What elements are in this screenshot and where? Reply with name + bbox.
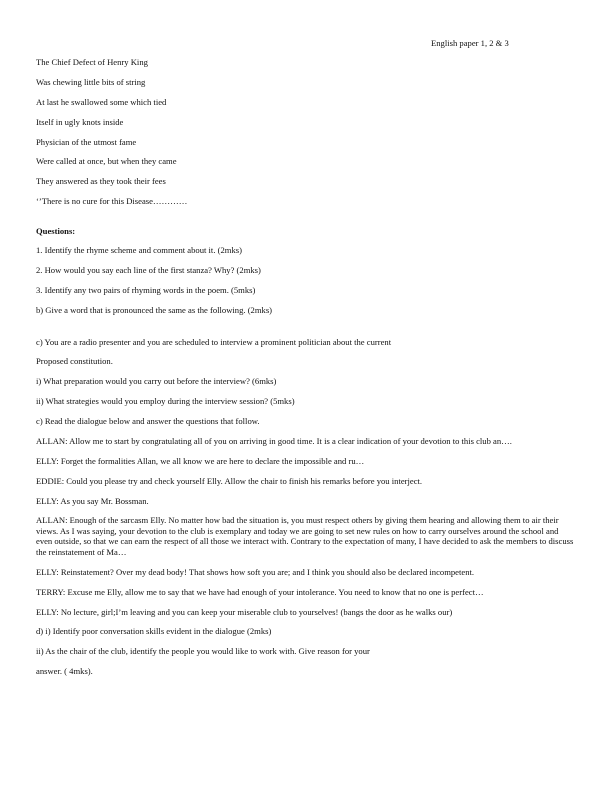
poem-line: Itself in ugly knots inside [36,116,124,127]
question-item: 2. How would you say each line of the first stanza? Why? (2mks) [36,265,261,276]
page-header: English paper 1, 2 & 3 [431,38,509,48]
dialogue-instruction: c) Read the dialogue below and answer the questions that follow. [36,416,260,427]
dialogue-line: ELLY: Forget the formalities Allan, we all know we are here to declare the impossible and ru… [36,455,365,466]
question-item: 3. Identify any two pairs of rhyming words in the poem. (5mks) [36,285,256,296]
poem [36,57,576,207]
dialogue-line: ELLY: As you say Mr. Bossman. [36,495,149,506]
dialogue [36,436,576,617]
poem-line: The Chief Defect of Henry King [36,57,148,67]
final-question: d) i) Identify poor conversation skills evident in the dialogue (2mks) [36,626,272,637]
poem-line: Was chewing little bits of string [36,76,146,87]
question-item: 1. Identify the rhyme scheme and comment about it. (2mks) [36,245,242,256]
interview-intro-cont: Proposed constitution. [36,356,113,367]
poem-line: Were called at once, but when they came [36,156,177,167]
poem-line: They answered as they took their fees [36,176,166,187]
dialogue-line: ELLY: Reinstatement? Over my dead body! That shows how soft you are; and I think you should also be declared incompetent. [36,566,475,577]
poem-line: At last he swallowed some which tied [36,96,167,107]
document-body [36,57,576,686]
interview-question: i) What preparation would you carry out before the interview? (6mks) [36,376,277,387]
question-item: b) Give a word that is pronounced the same as the following. (2mks) [36,305,273,316]
poem-line: ‘’There is no cure for this Disease………… [36,196,188,207]
questions-heading: Questions: [36,225,76,236]
dialogue-line: ELLY: No lecture, girl;I’m leaving and you can keep your miserable club to yourselves! (bangs the door as he walks our) [36,606,453,617]
poem-line: Physician of the utmost fame [36,136,137,147]
final-question: ii) As the chair of the club, identify the people you would like to work with. Give reason for your [36,646,370,657]
dialogue-line: ALLAN: Allow me to start by congratulating all of you on arriving in good time. It is a clear indication of your devotion to this club an…. [36,435,512,446]
dialogue-line: ALLAN: Enough of the sarcasm Elly. No matter how bad the situation is, you must respect others by giving them hearing and allowing them to air their views. As I was saying, your devotion to the club is exemplary and today we are going to set new rules on how to carry ourselves around the school and even outside, so that we can earn the respect of all those we interact with. Contrary to the expectation of many, I have decided to ask the members to discuss the reinstatement of Ma… [36,515,574,557]
final-question-cont: answer. ( 4mks). [36,666,93,677]
dialogue-line: TERRY: Excuse me Elly, allow me to say that we have had enough of your intolerance. You need to know that no one is perfect… [36,586,484,597]
interview-question: ii) What strategies would you employ during the interview session? (5mks) [36,396,295,407]
interview-intro: c) You are a radio presenter and you are scheduled to interview a prominent politician about the current [36,336,392,347]
dialogue-line: EDDIE: Could you please try and check yourself Elly. Allow the chair to finish his remarks before you interject. [36,475,423,486]
